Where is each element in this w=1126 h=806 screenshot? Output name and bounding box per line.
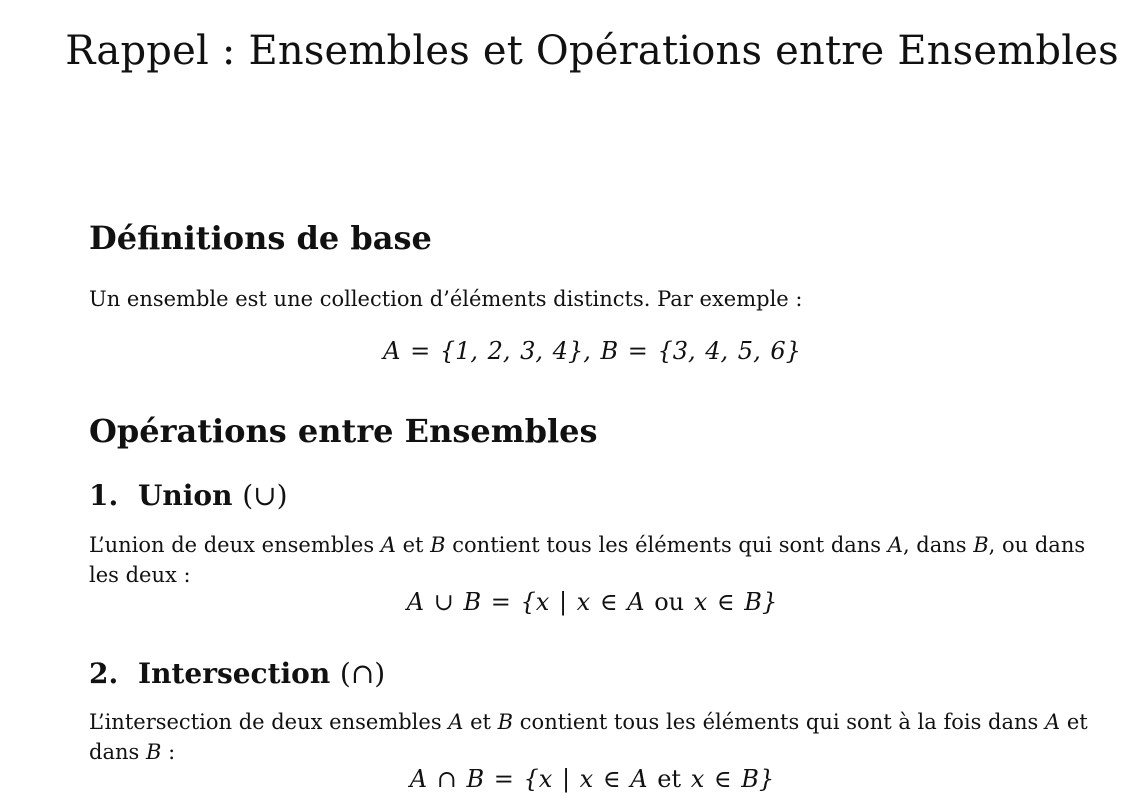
- formula-run: x: [538, 765, 553, 793]
- math-variable: A: [887, 533, 903, 557]
- text-run: et dans: [89, 710, 1088, 764]
- formula-run: ∈ A: [593, 765, 658, 793]
- text-run: , dans: [902, 533, 974, 557]
- text-run: , ou dans les deux :: [89, 533, 1086, 587]
- formula-run: x: [690, 765, 705, 793]
- formula-run: x: [535, 588, 550, 616]
- union-formula: [0, 588, 1126, 616]
- text-run: L’intersection de deux ensembles: [89, 710, 449, 734]
- formula-run: x: [579, 765, 594, 793]
- formula-run: ∈ A: [590, 588, 655, 616]
- definitions-formula: A = {1, 2, 3, 4}, B = {3, 4, 5, 6}: [383, 337, 801, 365]
- subsection-number: 2.: [89, 657, 119, 690]
- union-symbol: (∪): [242, 479, 288, 512]
- text-run: contient tous les éléments qui sont dans: [445, 533, 888, 557]
- formula-run: x: [576, 588, 591, 616]
- formula-run: A ∩ B = {: [409, 765, 539, 793]
- section-heading-operations: Opérations entre Ensembles: [89, 412, 598, 450]
- text-run: contient tous les éléments qui sont à la fois dans: [513, 710, 1045, 734]
- text-run: et: [463, 710, 498, 734]
- subsection-number: 1.: [89, 479, 119, 512]
- math-variable: A: [1044, 710, 1061, 734]
- formula-word: ou: [654, 588, 685, 616]
- formula-word: et: [657, 765, 682, 793]
- subsection-heading-union: [89, 479, 1099, 512]
- math-variable: A: [448, 710, 464, 734]
- formula-run: ∈ B}: [707, 588, 778, 616]
- math-variable: B: [497, 710, 514, 734]
- page-title: Rappel : Ensembles et Opérations entre Ensembles: [65, 28, 1119, 74]
- math-variable: A: [380, 533, 396, 557]
- formula-run: [681, 765, 691, 793]
- formula-run: [684, 588, 694, 616]
- intersection-symbol: (∩): [339, 657, 386, 690]
- definitions-paragraph: Un ensemble est une collection d’éléments distincts. Par exemple :: [89, 287, 803, 311]
- intersection-formula: [0, 765, 1126, 793]
- subsection-label: Union: [137, 479, 233, 512]
- math-variable: B: [145, 740, 162, 764]
- text-run: :: [161, 740, 176, 764]
- formula-run: x: [693, 588, 708, 616]
- intersection-paragraph: [89, 707, 1099, 767]
- text-run: L’union de deux ensembles: [89, 533, 381, 557]
- subsection-heading-intersection: [89, 657, 1099, 690]
- math-variable: B: [430, 533, 446, 557]
- subsection-label: Intersection: [137, 657, 331, 690]
- union-paragraph: [89, 530, 1099, 590]
- formula-run: |: [549, 588, 577, 616]
- formula-run: ∈ B}: [704, 765, 775, 793]
- formula-run: |: [552, 765, 580, 793]
- formula-run: A ∪ B = {: [406, 588, 536, 616]
- section-heading-definitions: Définitions de base: [89, 219, 432, 257]
- math-variable: B: [973, 533, 989, 557]
- text-run: et: [395, 533, 431, 557]
